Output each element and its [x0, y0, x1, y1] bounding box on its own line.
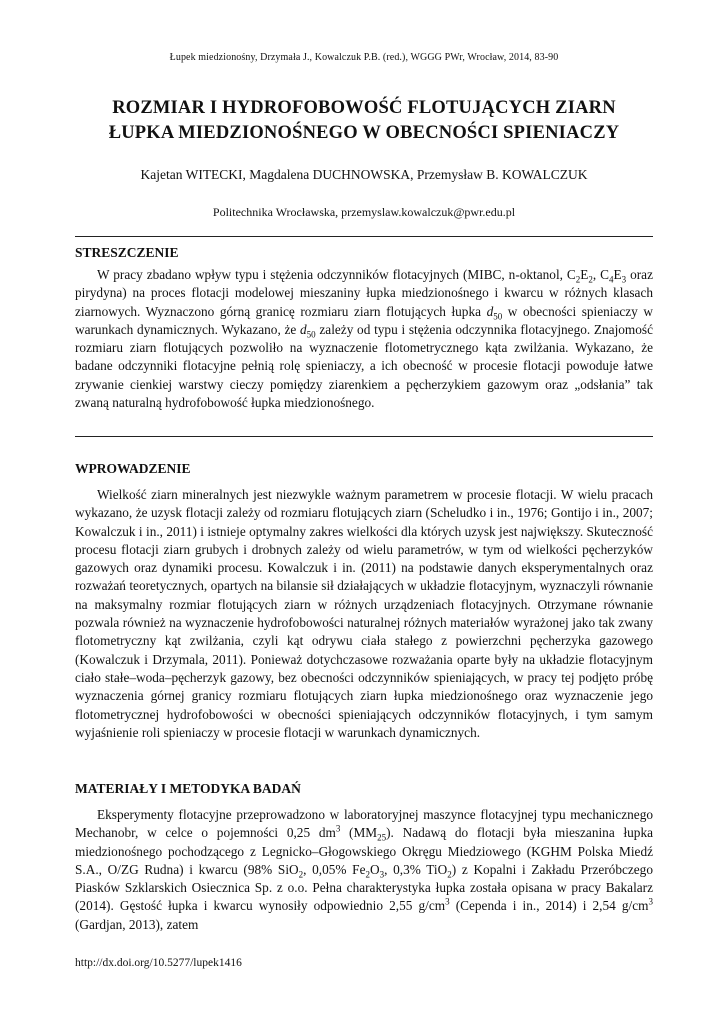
intro-text: Wielkość ziarn mineralnych jest niezwykle ważnym parametrem w procesie flotacji. W wielu pracach wykazano, że uzysk flotacji zależy od rozmiaru flotujących ziarn (Scheludko i in., 1976; Gontijo i in., 2007; Kowalczuk i in., 2011) i istnieje optymalny zakres wielkości dla których uzysk jest największy. Skuteczność procesu flotacji ziarn grubych i drobnych zależy od wielu parametrów, w tym od wielkości pęcherzyków gazowych oraz dynamiki procesu. Kowalczuk i in. (2011) na podstawie danych eksperymentalnych oraz rozważań teoretycznych, opartych na bilansie sił działających w układzie flotacyjnym, wyznaczyli równanie na maksymalny rozmiar flotujących ziarn w różnych urządzeniach flotacyjnych. Otrzymane równanie pozwala również na wyznaczenie hydrofobowości naturalnej różnych materiałów wyrażonej jako tak zwany flotometryczny kąt zwilżania, czyli kąt odrywu ciała stałego z powierzchni pęcherzyka gazowego (Kowalczuk i Drzymala, 2011). Ponieważ dotychczasowe rozważania oparte były na układzie flotacyjnym ciało stałe–woda–pęcherzyk gazowy, bez obecności odczynników spieniających, w pracy tej podjęto próbę wyznaczenia górnej granicy rozmiaru flotujących ziarn łupka miedzionośnego oraz wyznaczenie jego flotometrycznej hydrofobowości w obecności spieniających odczynników flotacyjnych, i tym samym wyjaśnienie roli spieniaczy w procesie flotacji w warunkach dynamicznych. [75, 487, 653, 740]
intro-heading: WPROWADZENIE [75, 461, 191, 476]
title-line-1: ROZMIAR I HYDROFOBOWOŚĆ FLOTUJĄCYCH ZIARN [112, 98, 616, 118]
abstract-text: W pracy zbadano wpływ typu i stężenia odczynników flotacyjnych (MIBC, n-oktanol, $C_2E_2$, $C_4E_3$ oraz pirydyna) na proces flotacji modelowej mieszaniny łupka miedzionośnego i kwarcu w różnych klasach ziarnowych. Wyznaczono górną granicę rozmiaru ziarn flotujących łupka $d_{50}$ w obecności spieniaczy w warunkach dynamicznych. Wykazano, że $d_{50}$ zależy od typu i stężenia odczynnika flotacyjnego. Znajomość rozmiaru ziarn flotujących pozwoliło na wyznaczenie flotometrycznego kąta zwilżania. Wykazano, że badane odczynniki flotacyjne pełnią rolę spieniaczy, a ich obecność w procesie flotacji powoduje łatwe zrywanie cienkiej warstwy cieczy pomiędzy ziarenkiem a pęcherzykiem gazowym oraz „odsłania” tak zwaną naturalną hydrofobowość łupka miedzionośnego. [75, 267, 653, 411]
doi-link[interactable]: http://dx.doi.org/10.5277/lupek1416 [75, 957, 242, 969]
abstract-heading: STRESZCZENIE [75, 245, 179, 260]
running-header: Łupek miedzionośny, Drzymała J., Kowalczuk P.B. (red.), WGGG PWr, Wrocław, 2014, 83-90 [169, 52, 559, 63]
methods-heading: MATERIAŁY I METODYKA BADAŃ [75, 781, 301, 796]
title-line-2: ŁUPKA MIEDZIONOŚNEGO W OBECNOŚCI SPIENIACZY [108, 123, 620, 143]
methods-text: Eksperymenty flotacyjne przeprowadzono w laboratoryjnej maszynce flotacyjnej typu mechanicznego Mechanobr, w celce o pojemności 0,25 $dm^3$ $(MM_{25})$. Nadawą do flotacji była mieszanina łupka miedzionośnego pochodzącego z Legnicko–Głogowskiego Okręgu Miedziowego (KGHM Polska Miedź S.A., O/ZG Rudna) i kwarcu (98% SiO$_2$, 0,05% $Fe_2O_3$, 0,3% TiO$_2$) z Kopalni i Zakładu Przeróbczego Piasków Szklarskich Osiecznica Sp. z o.o. Pełna charakterystyka łupka została opisana w pracy Bakalarz (2014). Gęstość łupka i kwarcu wynosiły odpowiednio 2,55 $g/cm^3$ (Cependa i in., 2014) i 2,54 $g/cm^3$ (Gardjan, 2013), zatem [75, 807, 653, 932]
authors: Kajetan WITECKI, Magdalena DUCHNOWSKA, Przemysław B. KOWALCZUK [140, 167, 588, 182]
abstract-bottom-rule [75, 436, 653, 437]
abstract-top-rule [75, 236, 653, 237]
affiliation: Politechnika Wrocławska, przemyslaw.kowalczuk@pwr.edu.pl [212, 205, 516, 219]
paper-title [75, 96, 653, 146]
